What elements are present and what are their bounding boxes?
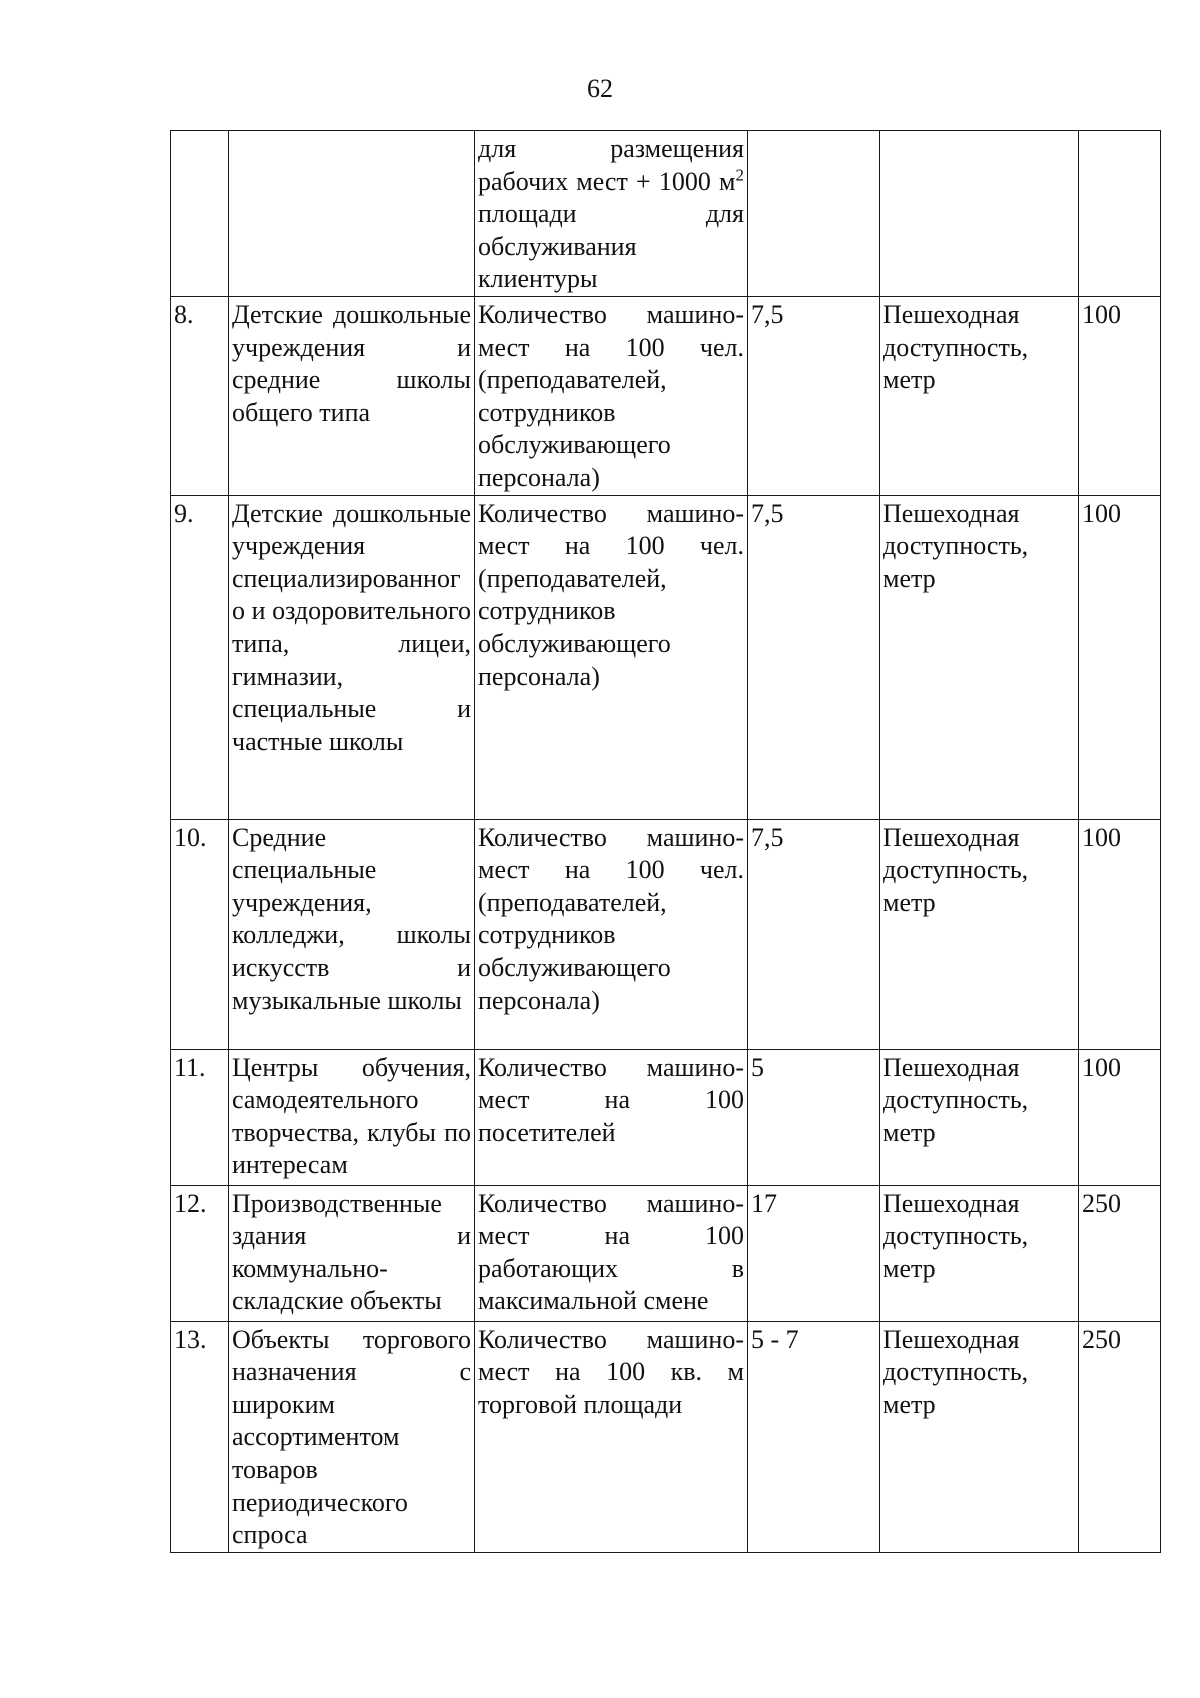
- table-row: [171, 1185, 1161, 1321]
- unit-superscript: 2: [735, 164, 744, 184]
- cell-name: Детские дошкольные учреждения специализированного и оздоровительного типа, лицеи, гимназии, специальные и частные школы: [229, 495, 475, 819]
- cell-name: Детские дошкольные учреждения и средние школы общего типа: [229, 296, 475, 495]
- cell-num: 10.: [171, 819, 229, 1049]
- cell-value: 17: [748, 1185, 880, 1321]
- cell-unit: Количество машино-мест на 100 работающих в максимальной смене: [475, 1185, 748, 1321]
- cell-unit: Количество машино-мест на 100 чел. (преподавателей, сотрудников обслуживающего персонала): [475, 296, 748, 495]
- parking-norms-table: [170, 130, 1161, 1553]
- cell-unit: Количество машино-мест на 100 чел. (преподавателей, сотрудников обслуживающего персонала): [475, 495, 748, 819]
- unit-text-m: м: [719, 166, 736, 196]
- cell-name: Объекты торгового назначения с широким ассортиментом товаров периодического спроса: [229, 1321, 475, 1552]
- cell-unit: Количество машино-мест на 100 кв. м торговой площади: [475, 1321, 748, 1552]
- cell-distance: Пешеходная доступность, метр: [880, 495, 1079, 819]
- cell-distance: Пешеходная доступность, метр: [880, 1185, 1079, 1321]
- cell-name: [229, 131, 475, 297]
- cell-radius: 100: [1079, 495, 1161, 819]
- cell-unit: Количество машино-мест на 100 посетителей: [475, 1049, 748, 1185]
- cell-radius: [1079, 131, 1161, 297]
- cell-value: 7,5: [748, 296, 880, 495]
- cell-value: 5 - 7: [748, 1321, 880, 1552]
- cell-distance: Пешеходная доступность, метр: [880, 1321, 1079, 1552]
- cell-num: 13.: [171, 1321, 229, 1552]
- cell-radius: 100: [1079, 819, 1161, 1049]
- cell-num: 8.: [171, 296, 229, 495]
- cell-value: 5: [748, 1049, 880, 1185]
- cell-num: 9.: [171, 495, 229, 819]
- table-row: [171, 296, 1161, 495]
- cell-name: Средние специальные учреждения, колледжи, школы искусств и музыкальные школы: [229, 819, 475, 1049]
- table-row: [171, 819, 1161, 1049]
- unit-text-part2: площади для обслуживания клиентуры: [478, 199, 744, 294]
- cell-unit: [475, 131, 748, 297]
- table-row: [171, 1321, 1161, 1552]
- cell-value: 7,5: [748, 819, 880, 1049]
- cell-num: 11.: [171, 1049, 229, 1185]
- cell-radius: 250: [1079, 1321, 1161, 1552]
- cell-distance: Пешеходная доступность, метр: [880, 296, 1079, 495]
- cell-distance: Пешеходная доступность, метр: [880, 819, 1079, 1049]
- cell-value: 7,5: [748, 495, 880, 819]
- cell-distance: [880, 131, 1079, 297]
- table-row-continuation: [171, 131, 1161, 297]
- cell-value: [748, 131, 880, 297]
- cell-num: [171, 131, 229, 297]
- cell-radius: 100: [1079, 1049, 1161, 1185]
- page-number: 62: [587, 74, 613, 103]
- table-row: [171, 495, 1161, 819]
- cell-name: Центры обучения, самодеятельного творчества, клубы по интересам: [229, 1049, 475, 1185]
- cell-name: Производственные здания и коммунально-складские объекты: [229, 1185, 475, 1321]
- table-row: [171, 1049, 1161, 1185]
- cell-num: 12.: [171, 1185, 229, 1321]
- cell-radius: 250: [1079, 1185, 1161, 1321]
- unit-text-part1: для размещения рабочих мест + 1000: [478, 134, 744, 196]
- cell-unit: Количество машино-мест на 100 чел. (преподавателей, сотрудников обслуживающего персонала): [475, 819, 748, 1049]
- cell-distance: Пешеходная доступность, метр: [880, 1049, 1079, 1185]
- cell-radius: 100: [1079, 296, 1161, 495]
